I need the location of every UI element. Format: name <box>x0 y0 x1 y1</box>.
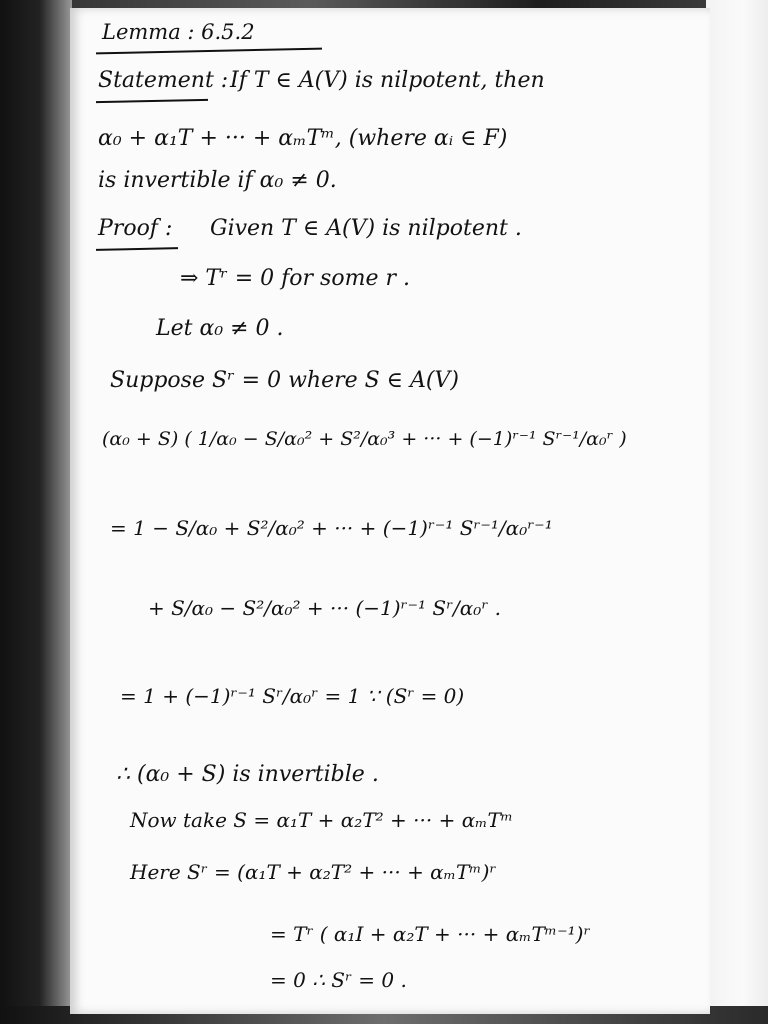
proof-line-factor: = Tʳ ( α₁I + α₂T + ··· + αₘTᵐ⁻¹)ʳ <box>270 922 591 946</box>
statement-underline <box>96 99 208 103</box>
heading-underline <box>96 48 322 55</box>
proof-equation-expansion-2: + S/α₀ − S²/α₀² + ··· (−1)ʳ⁻¹ Sʳ/α₀ʳ . <box>148 596 501 620</box>
background-right-edge <box>706 0 768 1024</box>
proof-line-take-s: Now take S = α₁T + α₂T² + ··· + αₘTᵐ <box>130 808 514 832</box>
proof-line-conclusion: = 0 ∴ Sʳ = 0 . <box>270 968 407 992</box>
proof-line-4: Suppose Sʳ = 0 where S ∈ A(V) <box>110 368 459 393</box>
proof-line-2: ⇒ Tʳ = 0 for some r . <box>180 266 410 291</box>
proof-line-3: Let α₀ ≠ 0 . <box>156 316 284 341</box>
proof-equation-expansion-1: = 1 − S/α₀ + S²/α₀² + ··· + (−1)ʳ⁻¹ Sʳ⁻¹/α₀ʳ⁻¹ <box>110 516 553 540</box>
lemma-heading: Lemma : 6.5.2 <box>102 20 255 44</box>
proof-underline <box>96 247 178 251</box>
statement-line-1: If T ∈ A(V) is nilpotent, then <box>230 68 545 93</box>
statement-line-3: is invertible if α₀ ≠ 0. <box>98 168 337 193</box>
proof-label: Proof : <box>98 216 173 241</box>
statement-line-2: α₀ + α₁T + ··· + αₘTᵐ, (where αᵢ ∈ F) <box>98 126 508 151</box>
proof-line-1: Given T ∈ A(V) is nilpotent . <box>210 216 522 241</box>
notebook-page <box>70 8 710 1014</box>
proof-line-invertible: ∴ (α₀ + S) is invertible . <box>116 762 379 787</box>
proof-line-here: Here Sʳ = (α₁T + α₂T² + ··· + αₘTᵐ)ʳ <box>130 860 497 884</box>
proof-equation-result: = 1 + (−1)ʳ⁻¹ Sʳ/α₀ʳ = 1 ∵ (Sʳ = 0) <box>120 684 465 708</box>
statement-label: Statement : <box>98 68 229 93</box>
proof-equation-product: (α₀ + S) ( 1/α₀ − S/α₀² + S²/α₀³ + ··· + (−1)ʳ⁻¹ Sʳ⁻¹/α₀ʳ ) <box>102 428 627 450</box>
background-left-edge <box>0 0 72 1024</box>
